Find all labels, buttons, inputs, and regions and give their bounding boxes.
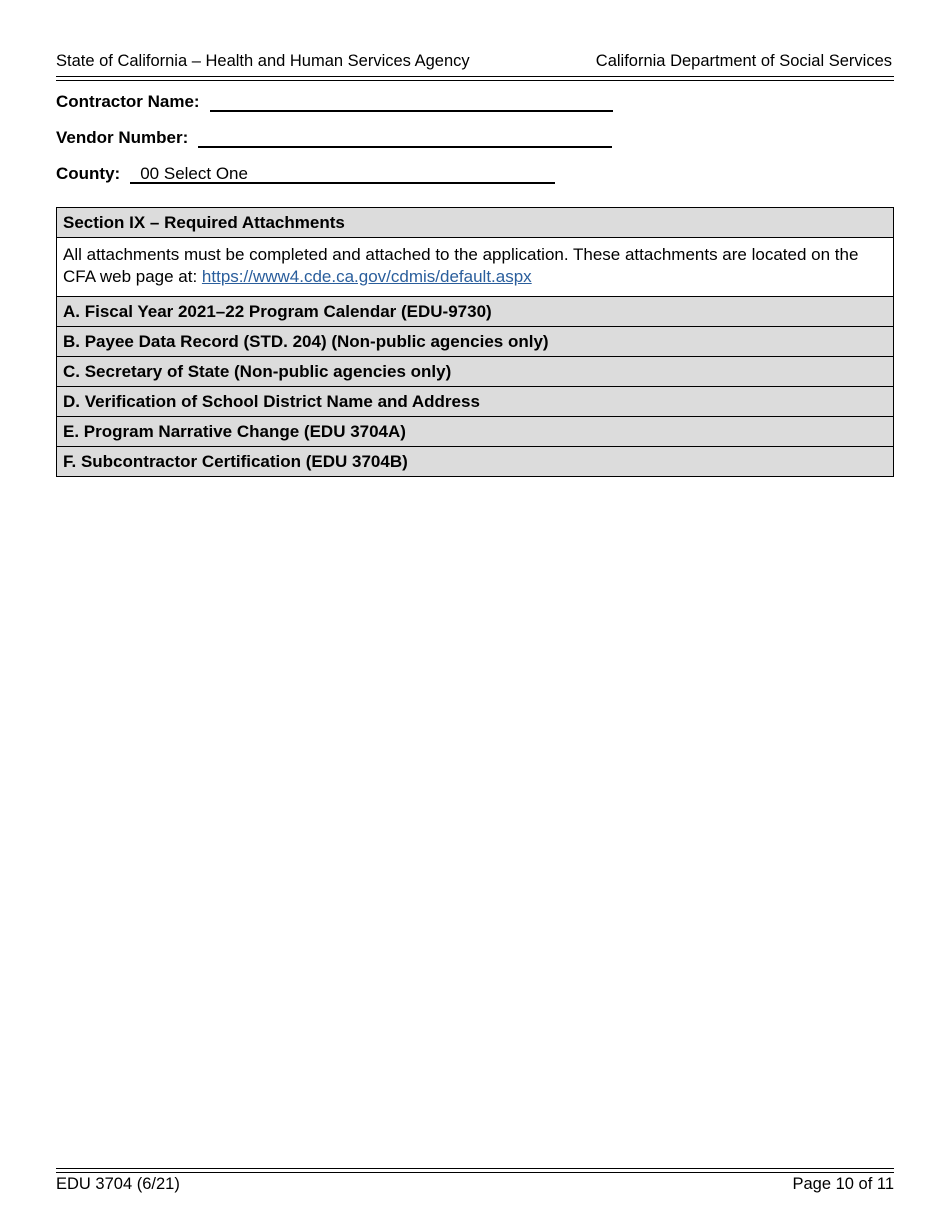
cfa-web-page-link[interactable]: https://www4.cde.ca.gov/cdmis/default.aspx <box>201 267 532 286</box>
section-title: Section IX – Required Attachments <box>57 208 894 238</box>
contractor-name-field <box>56 92 613 112</box>
required-attachments-table <box>56 207 894 477</box>
attachment-item: E. Program Narrative Change (EDU 3704A) <box>57 417 894 447</box>
header-divider <box>56 76 894 81</box>
contractor-name-label: Contractor Name: <box>56 92 200 111</box>
form-number: EDU 3704 (6/21) <box>56 1175 180 1193</box>
vendor-number-label: Vendor Number: <box>56 128 189 147</box>
attachment-item: A. Fiscal Year 2021–22 Program Calendar (EDU-9730) <box>57 297 894 327</box>
attachment-item: F. Subcontractor Certification (EDU 3704B) <box>57 447 894 477</box>
county-field <box>56 164 555 184</box>
page-number: Page 10 of 11 <box>792 1175 894 1193</box>
section-description <box>57 238 894 297</box>
attachment-item: D. Verification of School District Name and Address <box>57 387 894 417</box>
vendor-number-field <box>56 128 612 148</box>
page-footer <box>56 1175 894 1197</box>
attachment-item: B. Payee Data Record (STD. 204) (Non-public agencies only) <box>57 327 894 357</box>
county-select[interactable]: 00 Select One <box>130 166 555 184</box>
description-text: All attachments must be completed and attached to the application. These attachments are located on the CFA web page at: <box>63 245 859 286</box>
attachment-item: C. Secretary of State (Non-public agencies only) <box>57 357 894 387</box>
header-department: California Department of Social Services <box>595 52 892 70</box>
county-label: County: <box>56 164 121 183</box>
footer-divider <box>56 1168 894 1173</box>
vendor-number-input[interactable] <box>198 130 612 148</box>
page-header <box>56 52 892 74</box>
header-agency: State of California – Health and Human Services Agency <box>56 52 470 70</box>
contractor-name-input[interactable] <box>210 94 613 112</box>
